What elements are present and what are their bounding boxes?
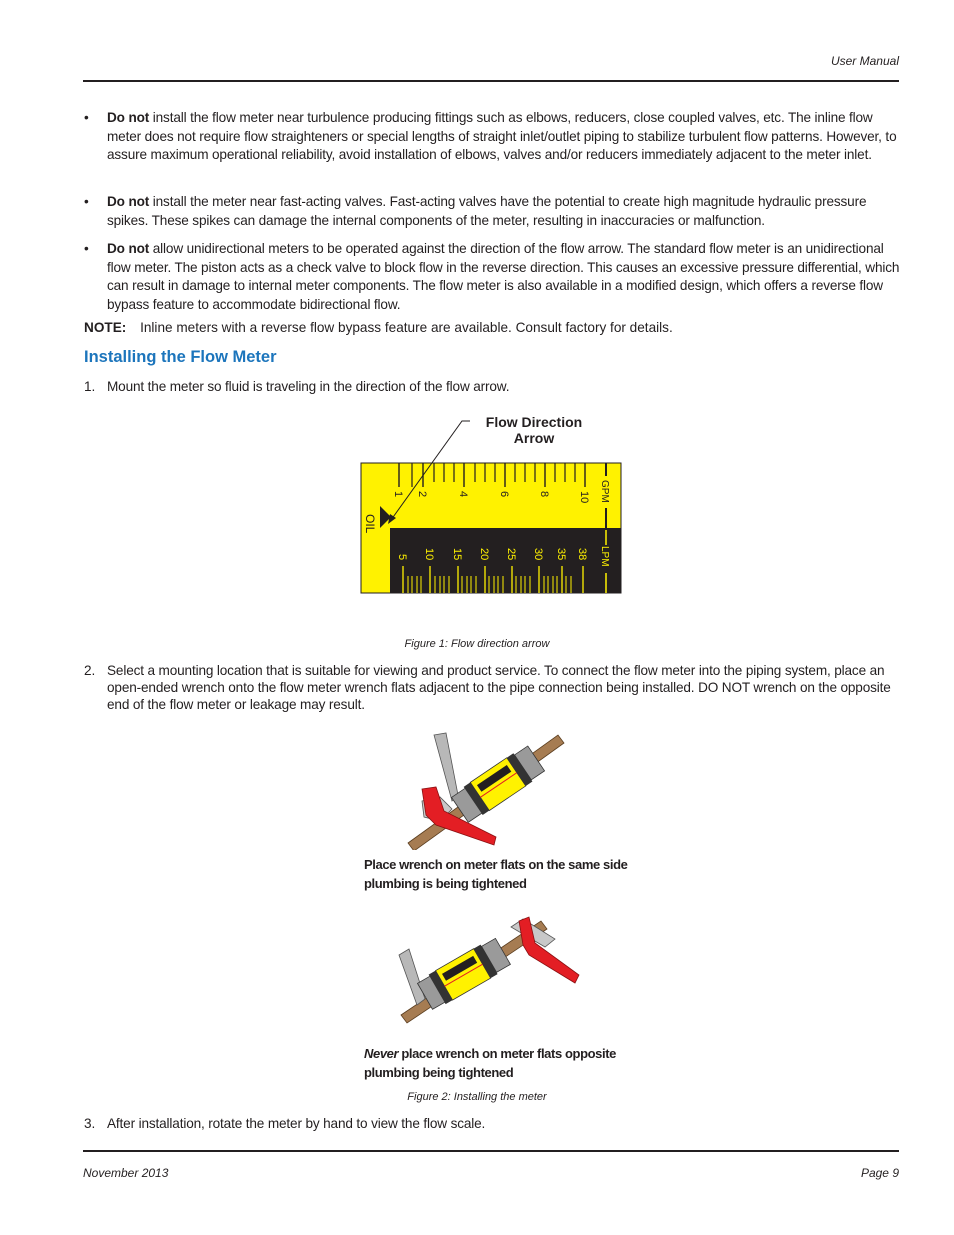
label-rest: place wrench on meter flats opposite [398,1046,616,1061]
figure-2-correct-label [364,855,627,893]
svg-text:10: 10 [423,548,435,561]
svg-text:1: 1 [392,491,404,498]
svg-text:35: 35 [555,548,567,561]
step-text: Select a mounting location that is suitable for viewing and product service. To connect the flow meter into the piping system, place an open-ended wrench onto the flow meter wrench flats adjacent to the pipe connection being installed. DO NOT wrench on the opposite end of the flow meter or leakage may result. [107,663,891,712]
wrench-wrong-illustration [395,915,590,1025]
label-line-2: plumbing being tightened [364,1065,514,1080]
gray-wrench-handle [399,949,425,1005]
step-text: After installation, rotate the meter by hand to view the flow scale. [107,1116,486,1131]
lpm-unit-label: LPM [599,546,610,567]
bullet-lead: Do not [107,110,150,125]
svg-text:15: 15 [451,548,463,561]
svg-text:4: 4 [457,491,469,498]
svg-text:10: 10 [578,491,590,504]
bullet-paragraph-1 [107,109,902,165]
step-text: Mount the meter so fluid is traveling in the direction of the flow arrow. [107,379,510,394]
step-number: 3. [84,1116,96,1131]
flow-scale-figure [355,410,630,600]
running-header-title: User Manual [830,54,899,68]
fluid-label: OIL [363,514,377,534]
bullet-marker: • [84,194,89,209]
label-line-2: plumbing is being tightened [364,876,527,891]
svg-text:8: 8 [538,491,550,498]
callout-line-2: Arrow [513,430,555,446]
bullet-lead: Do not [107,241,150,256]
callout-line-1: Flow Direction [485,414,583,430]
flow-meter-body [450,744,545,824]
bullet-paragraph-2 [107,193,902,230]
flow-meter-body [416,937,511,1011]
bullet-text: allow unidirectional meters to be operated against the direction of the flow arrow. The standard flow meter is an unidirectional flow meter. The piston acts as a check valve to block flow in the reverse direction. This causes an excessive pressure differential, which can result in damage to internal meter components. The flow meter is also available in a modified design, which offers a reverse flow bypass feature to accommodate bidirectional flow. [107,241,900,313]
svg-text:25: 25 [505,548,517,561]
footer-rule [83,1150,899,1152]
svg-text:20: 20 [478,548,490,561]
bullet-marker: • [84,110,89,125]
bullet-text: install the meter near fast-acting valves. Fast-acting valves have the potential to create high magnitude hydraulic pressure spikes. These spikes can damage the internal components of the meter, resulting in inaccuracies or malfunction. [107,194,867,228]
footer-date: November 2013 [83,1166,169,1180]
figure-2-caption: Figure 2: Installing the meter [407,1091,547,1103]
never-emphasis: Never [364,1046,399,1061]
header-rule [83,80,899,82]
note-text: Inline meters with a reverse flow bypass feature are available. Consult factory for details. [140,320,673,335]
svg-text:5: 5 [396,554,408,561]
wrench-correct-illustration [400,725,570,850]
bullet-lead: Do not [107,194,150,209]
scale-black-band [390,528,621,593]
bullet-paragraph-3 [107,240,902,315]
red-wrench [519,917,579,983]
note-label: NOTE: [84,320,127,335]
step-number: 2. [84,663,96,678]
section-heading: Installing the Flow Meter [84,348,277,366]
label-line-1 [364,1044,616,1063]
svg-text:2: 2 [416,491,428,498]
svg-text:30: 30 [532,548,544,561]
figure-2-wrong-label [364,1044,616,1082]
label-line-1: Place wrench on meter flats on the same side [364,857,628,872]
svg-text:6: 6 [498,491,510,498]
bullet-marker: • [84,241,89,256]
svg-text:38: 38 [576,548,588,561]
gpm-unit-label: GPM [599,480,610,503]
figure-1-caption: Figure 1: Flow direction arrow [404,638,550,650]
footer-page-number: Page 9 [860,1166,899,1180]
bullet-text: install the flow meter near turbulence producing fittings such as elbows, reducers, close coupled valves, etc. The inline flow meter does not require flow straighteners or special lengths of straight inlet/outlet piping to stabilize turbulent flow patterns. However, to assure maximum operational reliability, avoid installation of elbows, valves and/or reducers immediately adjacent to the meter inlet. [107,110,897,163]
note [84,319,673,338]
step-number: 1. [84,379,96,394]
